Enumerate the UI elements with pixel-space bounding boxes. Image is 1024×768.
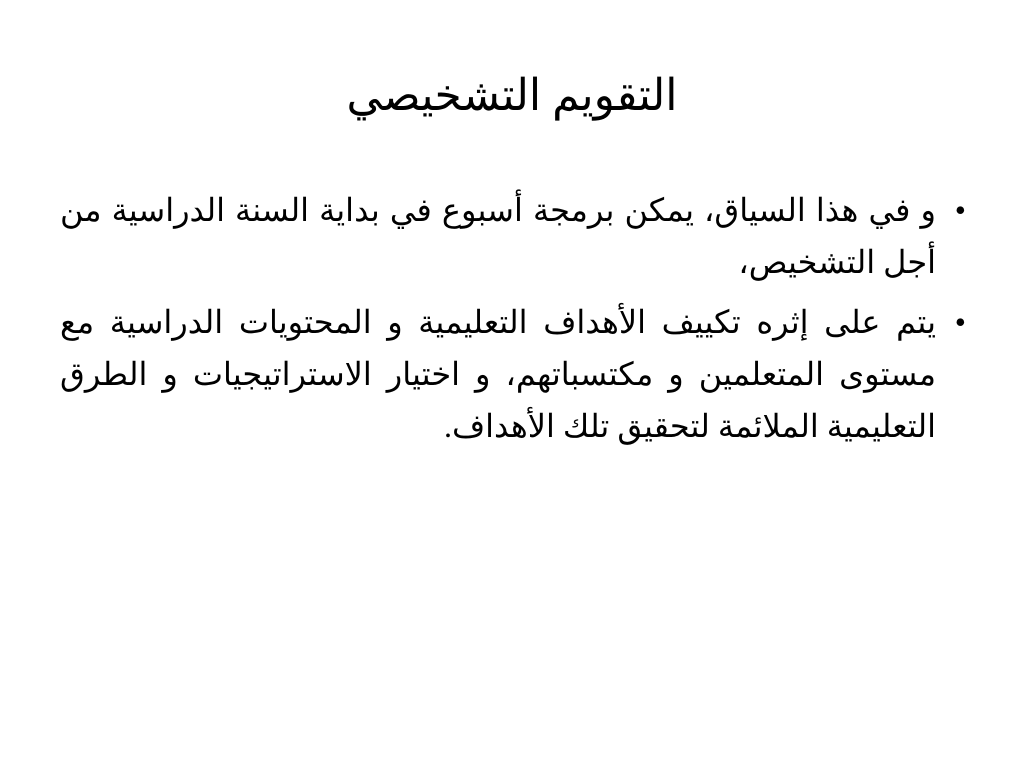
bullet-item [60, 296, 966, 452]
bullet-text: يتم على إثره تكييف الأهداف التعليمية و المحتويات الدراسية مع مستوى المتعلمين و مكتسباتهم، و اختيار الاستراتيجيات و الطرق التعليمية الملائمة لتحقيق تلك الأهداف. [60, 304, 936, 444]
bullet-item [60, 184, 966, 288]
bullet-list [60, 184, 966, 460]
bullet-marker: • [954, 192, 966, 228]
bullet-text: و في هذا السياق، يمكن برمجة أسبوع في بداية السنة الدراسية من أجل التشخيص، [60, 192, 937, 280]
bullet-marker: • [954, 304, 966, 340]
slide-title: التقويم التشخيصي [346, 71, 678, 120]
